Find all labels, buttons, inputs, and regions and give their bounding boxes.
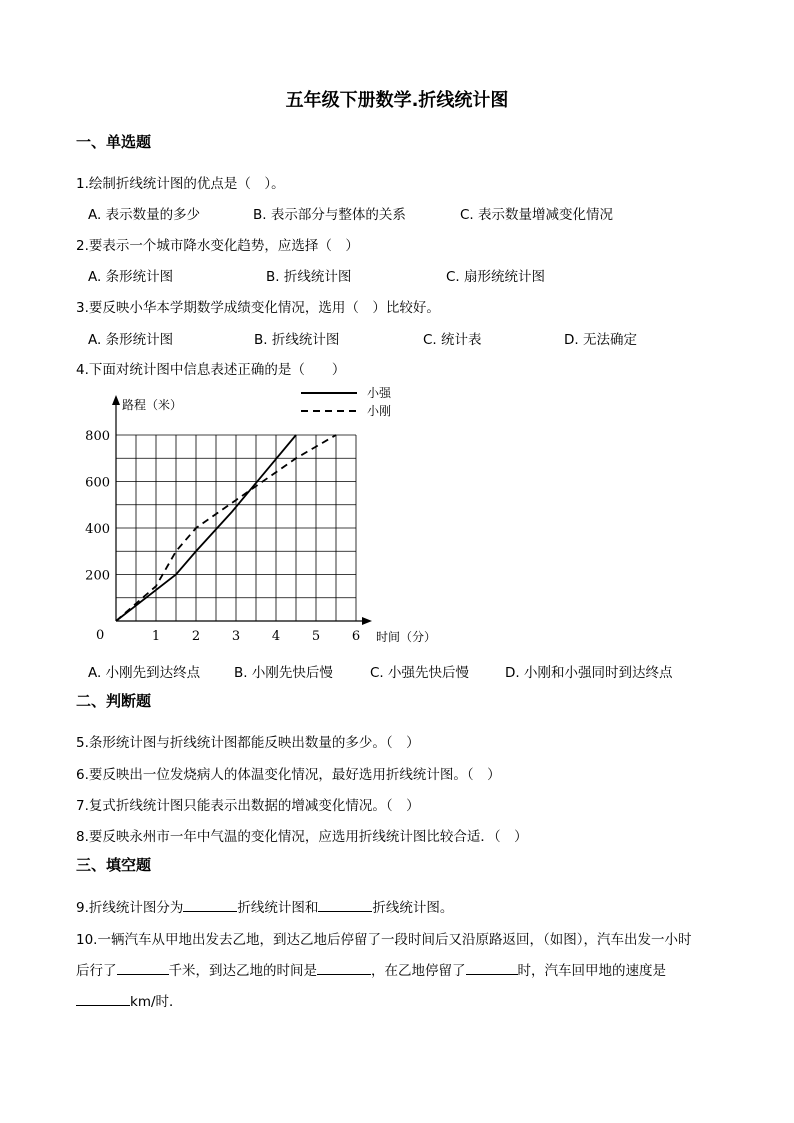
legend-label: 小强	[367, 386, 392, 400]
q10-text-2: 千米，到达乙地的时间是	[168, 963, 317, 979]
q1-option-a: A. 表示数量的多少	[88, 207, 201, 223]
y-axis-arrow	[112, 395, 120, 405]
y-axis-label: 路程（米）	[122, 398, 183, 412]
question-10-line-1: 10.一辆汽车从甲地出发去乙地，到达乙地后停留了一段时间后又沿原路返回，（如图），汽车出发一小时	[76, 932, 692, 948]
q3-option-d: D. 无法确定	[564, 332, 637, 348]
q4-option-b: B. 小刚先快后慢	[234, 665, 333, 681]
q2-option-b: B. 折线统计图	[266, 269, 352, 285]
q1-option-c: C. 表示数量增减变化情况	[460, 207, 614, 223]
question-5: 5.条形统计图与折线统计图都能反映出数量的多少。（ ）	[76, 735, 420, 751]
section-heading-fill-blank: 三、填空题	[76, 856, 152, 874]
question-10-line-3	[76, 990, 183, 1010]
q10-text-1: 后行了	[76, 963, 117, 979]
question-1: 1.绘制折线统计图的优点是（ ）。	[76, 176, 285, 192]
y-tick-label: 200	[85, 568, 110, 584]
q2-option-a: A. 条形统计图	[88, 269, 174, 285]
q3-option-a: A. 条形统计图	[88, 332, 174, 348]
x-tick-label: 1	[151, 629, 161, 644]
q1-option-b: B. 表示部分与整体的关系	[253, 207, 406, 223]
q10-blank-3[interactable]	[466, 962, 518, 975]
origin-label: 0	[96, 628, 105, 643]
question-3: 3.要反映小华本学期数学成绩变化情况，选用（ ）比较好。	[76, 300, 440, 316]
q4-option-a: A. 小刚先到达终点	[88, 665, 201, 681]
q3-option-b: B. 折线统计图	[254, 332, 340, 348]
q4-option-d: D. 小刚和小强同时到达终点	[505, 665, 673, 681]
question-2: 2.要表示一个城市降水变化趋势，应选择（ ）	[76, 238, 359, 254]
question-4: 4.下面对统计图中信息表述正确的是（ ）	[76, 362, 346, 378]
y-tick-label: 800	[85, 429, 110, 444]
q10-text-5: km/时．	[130, 994, 183, 1010]
chart-axes	[112, 395, 372, 625]
q9-blank-2[interactable]	[318, 899, 372, 912]
question-10-line-2	[76, 959, 666, 979]
x-tick-label: 5	[311, 629, 321, 644]
question-6: 6.要反映出一位发烧病人的体温变化情况，最好选用折线统计图。（ ）	[76, 767, 501, 783]
x-axis-arrow	[362, 617, 372, 625]
q10-text-3: ，在乙地停留了	[371, 963, 466, 979]
q4-option-c: C. 小强先快后慢	[370, 665, 470, 681]
q10-blank-4[interactable]	[76, 993, 130, 1006]
distance-time-line-chart	[85, 385, 437, 655]
question-9	[76, 896, 453, 916]
q9-text-3: 折线统计图。	[372, 900, 454, 916]
q9-blank-1[interactable]	[183, 899, 237, 912]
section-heading-single-choice: 一、单选题	[76, 133, 152, 151]
q9-text-2: 折线统计图和	[237, 900, 319, 916]
q10-blank-2[interactable]	[317, 962, 371, 975]
chart-legend	[301, 386, 392, 418]
y-tick-label: 600	[85, 475, 110, 491]
section-heading-true-false: 二、判断题	[76, 692, 152, 710]
y-tick-label: 400	[85, 522, 110, 537]
q3-option-c: C. 统计表	[423, 332, 482, 348]
q10-blank-1[interactable]	[117, 962, 169, 975]
page-title: 五年级下册数学.折线统计图	[285, 90, 509, 111]
q9-text-1: 9.折线统计图分为	[76, 900, 184, 916]
q10-text-4: 时，汽车回甲地的速度是	[517, 963, 666, 979]
x-axis-label: 时间（分）	[376, 630, 437, 644]
x-tick-label: 3	[231, 629, 241, 644]
x-tick-label: 6	[351, 629, 361, 644]
q2-option-c: C. 扇形统统计图	[446, 269, 546, 285]
question-7: 7.复式折线统计图只能表示出数据的增减变化情况。（ ）	[76, 798, 420, 814]
x-tick-label: 4	[271, 629, 281, 644]
x-tick-label: 2	[191, 629, 201, 644]
legend-label: 小刚	[367, 404, 392, 418]
question-8: 8.要反映永州市一年中气温的变化情况，应选用折线统计图比较合适．（ ）	[76, 829, 528, 845]
